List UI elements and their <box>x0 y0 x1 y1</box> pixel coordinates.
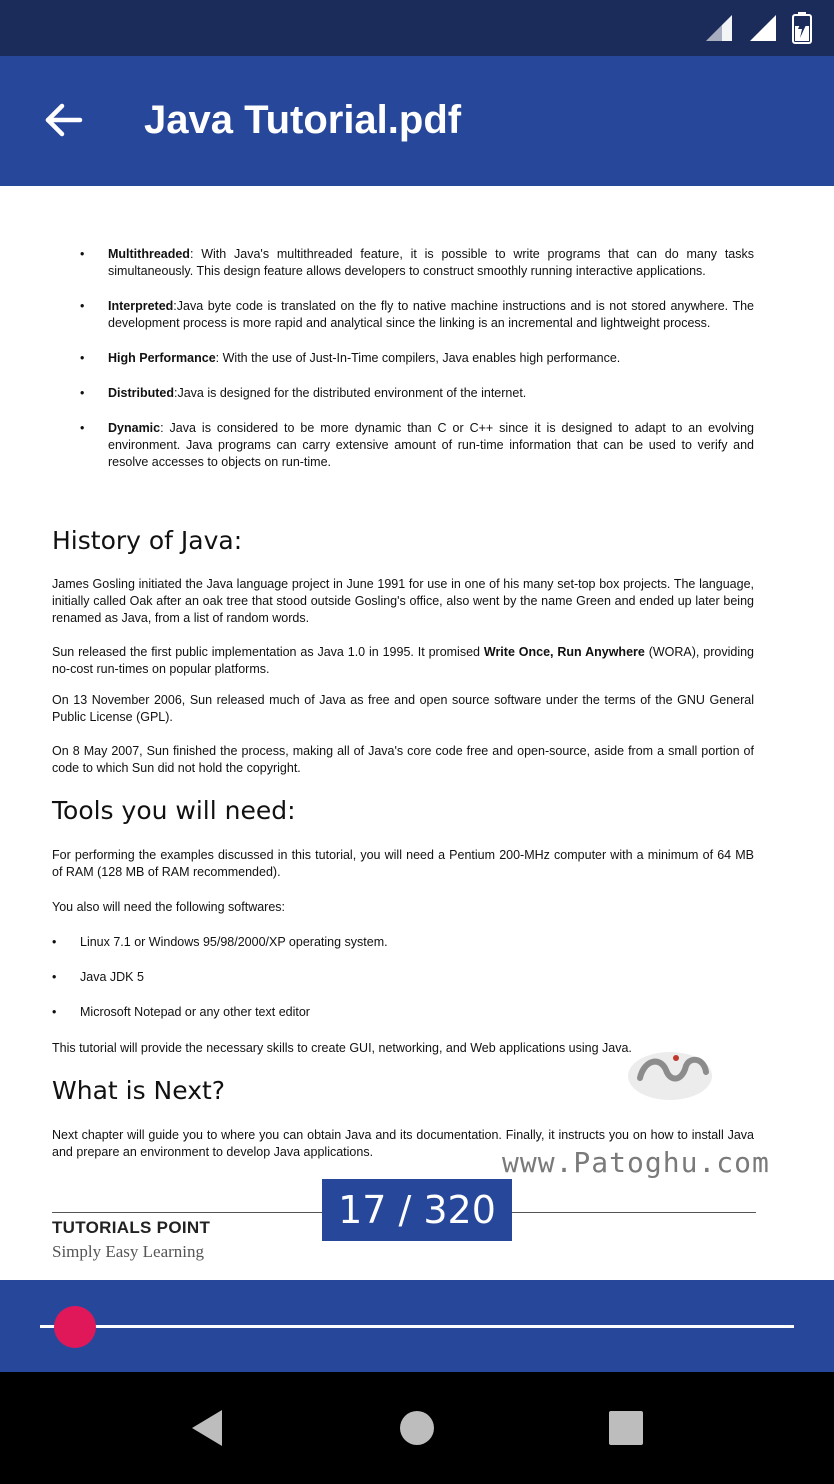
list-item <box>80 350 754 367</box>
feature-text: : With Java's multithreaded feature, it is possible to write programs that can do many tasks simultaneously. This design feature allows developers to construct smoothly running interactive applications. <box>108 247 754 278</box>
history-paragraph-3: On 13 November 2006, Sun released much of Java as free and open source software under the terms of the GNU General Public License (GPL). <box>52 693 754 724</box>
home-circle-icon[interactable] <box>395 1406 439 1450</box>
tools-paragraph-2: You also will need the following softwares: <box>52 900 286 914</box>
feature-text: : With the use of Just-In-Time compilers, Java enables high performance. <box>215 351 621 365</box>
list-item: • Java JDK 5 <box>52 969 388 986</box>
battery-charging-icon <box>792 12 812 44</box>
seek-track[interactable] <box>40 1325 794 1328</box>
back-button[interactable] <box>40 96 88 144</box>
feature-term: Interpreted <box>108 299 174 313</box>
list-item: • Linux 7.1 or Windows 95/98/2000/XP operating system. <box>52 934 388 951</box>
footer-brand: TUTORIALS POINT <box>52 1218 211 1237</box>
seek-thumb[interactable] <box>54 1306 96 1348</box>
bold-text: Write Once, Run Anywhere <box>483 645 645 659</box>
text-span: (WORA), providing no-cost run-times on popular platforms. <box>52 645 755 676</box>
list-item <box>80 385 754 402</box>
history-paragraph-1: James Gosling initiated the Java language project in June 1991 for use in one of his many set-top box projects. The language, initially called Oak after an oak tree that stood outside Gosling's office, also went by the name Green and ended up later being renamed as Java, from a list of random words. <box>52 577 754 625</box>
status-bar <box>0 0 834 56</box>
footer-tagline: Simply Easy Learning <box>52 1242 205 1261</box>
list-item: • Microsoft Notepad or any other text editor <box>52 1004 388 1021</box>
software-list <box>52 934 388 1021</box>
feature-list <box>80 246 754 489</box>
feature-term: Multithreaded <box>108 247 190 261</box>
watermark-url: www.Patoghu.com <box>502 1146 770 1179</box>
back-triangle-icon[interactable] <box>186 1406 230 1450</box>
cell-signal-icon <box>748 13 778 43</box>
arrow-left-icon <box>44 100 84 140</box>
signal-icon <box>704 13 734 43</box>
list-item <box>80 246 754 280</box>
feature-text: : Java is considered to be more dynamic than C or C++ since it is designed to adapt to an evolving environment. Java programs can carry extensive amount of run-time information that can be used to verify and resolve accesses to objects on run-time. <box>108 421 754 469</box>
document-title: Java Tutorial.pdf <box>144 98 462 142</box>
app-bar <box>0 56 834 186</box>
feature-term: Distributed <box>108 386 174 400</box>
history-paragraph-2 <box>52 644 754 678</box>
page-indicator: 17 / 320 <box>322 1179 512 1241</box>
feature-text: :Java byte code is translated on the fly to native machine instructions and is not stored anywhere. The development process is more rapid and analytical since the linking is an incremental and lightweight process. <box>108 299 754 330</box>
history-heading: History of Java: <box>52 526 243 555</box>
next-heading: What is Next? <box>52 1076 226 1105</box>
pdf-page[interactable] <box>0 186 834 1280</box>
status-icons <box>704 12 812 44</box>
next-paragraph-1: Next chapter will guide you to where you can obtain Java and its documentation. Finally, it instructs you on how to install Java and prepare an environment to develop Java applications. <box>52 1128 754 1159</box>
text-span: Sun released the first public implementation as Java 1.0 in 1995. It promised <box>52 645 484 659</box>
list-item <box>80 298 754 332</box>
history-paragraph-4: On 8 May 2007, Sun finished the process, making all of Java's core code free and open-source, aside from a small portion of code to which Sun did not hold the copyright. <box>52 744 754 775</box>
feature-term: High Performance <box>108 351 216 365</box>
feature-text: :Java is designed for the distributed environment of the internet. <box>173 386 527 400</box>
tools-heading: Tools you will need: <box>52 796 296 825</box>
list-item <box>80 420 754 471</box>
tools-paragraph-1: For performing the examples discussed in this tutorial, you will need a Pentium 200-MHz computer with a minimum of 64 MB of RAM (128 MB of RAM recommended). <box>52 848 754 879</box>
watermark-logo <box>626 1042 714 1104</box>
recents-square-icon[interactable] <box>604 1406 648 1450</box>
feature-term: Dynamic <box>108 421 161 435</box>
tools-paragraph-3: This tutorial will provide the necessary skills to create GUI, networking, and Web applications using Java. <box>52 1041 632 1055</box>
